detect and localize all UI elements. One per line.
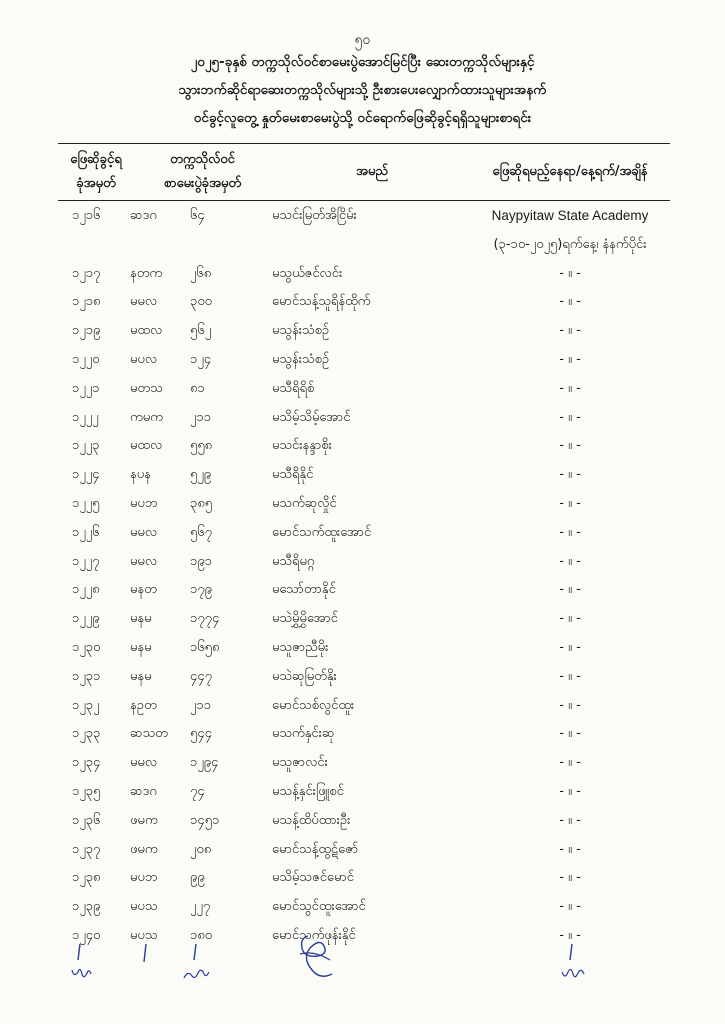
table-row xyxy=(0,317,725,346)
candidate-name: မသိမ့်သဇင်မောင် xyxy=(272,870,354,886)
exam-number: ၅၆၇ xyxy=(190,524,212,540)
candidate-name: မောင်သက်ထူးအောင် xyxy=(272,524,372,540)
candidate-name: မောင်သက်ဖုန်းနိုင် xyxy=(272,927,356,943)
seat-number: ၁၂၂၆ xyxy=(72,524,100,540)
table-row xyxy=(0,375,725,404)
table-row xyxy=(0,720,725,749)
venue-text: - ။ - xyxy=(559,409,581,425)
candidate-name: မောင်သန့်ထွဋ်ဇော် xyxy=(272,841,359,857)
exam-code: မနတ xyxy=(130,582,157,598)
document-title xyxy=(60,48,665,132)
exam-code: နဥတ xyxy=(130,697,157,713)
exam-code: ဆသတ xyxy=(130,726,168,742)
exam-number: ၇၄ xyxy=(190,783,205,799)
exam-number: ၅၆၂ xyxy=(190,323,212,339)
venue-text: - ။ - xyxy=(559,467,581,483)
exam-number: ၅၄၄ xyxy=(190,726,212,742)
exam-number: ၂၆၈ xyxy=(190,265,212,281)
candidate-name: မသင်းမြတ်အိငြိမ်း xyxy=(272,208,357,223)
exam-code: မမလ xyxy=(130,524,158,540)
signature-mark-4 xyxy=(286,940,346,990)
header-top-rule xyxy=(58,143,670,144)
exam-number: ၁၇၉ xyxy=(190,582,212,598)
exam-number: ၁၄၅၁ xyxy=(190,812,220,828)
venue-date: (၃-၁၀-၂၀၂၅)ရက်နေ့၊ နံနက်ပိုင်း xyxy=(493,236,647,252)
seat-number: ၁၂၃၈ xyxy=(72,870,101,886)
table-row xyxy=(0,202,725,231)
venue-text: - ။ - xyxy=(559,323,581,339)
table-row xyxy=(0,346,725,375)
exam-number: ၁၆၅၈ xyxy=(190,639,220,655)
exam-number: ၂၁၁ xyxy=(190,697,212,713)
venue-text: - ။ - xyxy=(559,553,581,569)
exam-code: ဖမက xyxy=(130,841,158,857)
candidate-name: မသက်နှင်းဆု xyxy=(272,726,335,742)
table-row xyxy=(0,836,725,865)
header-exam-no: တက္ကသိုလ်ဝင် စာမေးပွဲခုံအမှတ် xyxy=(163,152,242,191)
candidate-name: မသဲမွှိမွှိအောင် xyxy=(272,611,338,627)
exam-code: မပဘ xyxy=(130,495,158,511)
candidate-name: မသော်တာနိုင် xyxy=(272,582,336,598)
venue-text: - ။ - xyxy=(559,351,581,367)
table-row xyxy=(0,807,725,836)
candidate-name: မသွန်းသံစဉ် xyxy=(272,323,330,339)
signature-mark-3 xyxy=(178,940,218,990)
exam-code: မပသ xyxy=(130,927,158,943)
seat-number: ၁၂၃၉ xyxy=(72,899,101,915)
exam-code: နတက xyxy=(130,265,163,281)
seat-number: ၁၂၃၅ xyxy=(72,783,101,799)
exam-number: ၄၄၇ xyxy=(190,668,212,684)
seat-number: ၁၂၃၀ xyxy=(72,639,101,655)
exam-number: ၂၁၁ xyxy=(190,409,212,425)
seat-number: ၁၂၂၀ xyxy=(72,351,100,367)
exam-code: မနမ xyxy=(130,639,152,655)
exam-code: မပသ xyxy=(130,899,158,915)
venue-text: - ။ - xyxy=(559,438,581,454)
exam-code: ဆဒဂ xyxy=(130,208,157,223)
seat-number: ၁၂၂၄ xyxy=(72,467,100,483)
exam-number: ၆၄ xyxy=(190,208,205,223)
venue-text: - ။ - xyxy=(559,611,581,627)
exam-code: မမလ xyxy=(130,294,158,310)
header-seat-no: ဖြေဆိုခွင့်ရ ခုံအမှတ် xyxy=(70,152,122,191)
venue-text: - ။ - xyxy=(559,755,581,771)
row-container xyxy=(0,260,725,951)
seat-number: ၁၂၂၉ xyxy=(72,611,100,627)
venue-text: - ။ - xyxy=(559,582,581,598)
exam-code: ဖမက xyxy=(130,812,158,828)
venue-text: - ။ - xyxy=(559,726,581,742)
table-row xyxy=(0,519,725,548)
venue-text: - ။ - xyxy=(559,899,581,915)
candidate-list xyxy=(0,202,725,951)
table-row xyxy=(0,864,725,893)
seat-number: ၁၂၃၂ xyxy=(72,697,100,713)
candidate-name: မောင်သစ်လွင်ထူး xyxy=(272,697,355,713)
exam-number: ၅၅၈ xyxy=(190,438,213,454)
seat-number: ၁၂၁၈ xyxy=(72,294,101,310)
exam-code: မမလ xyxy=(130,755,158,771)
seat-number: ၁၂၂၇ xyxy=(72,553,100,569)
exam-code: မပလ xyxy=(130,351,158,367)
candidate-name: မသန့်ထိပ်ထားဦး xyxy=(272,812,351,828)
table-row xyxy=(0,663,725,692)
exam-number: ၉၉ xyxy=(190,870,205,886)
table-row xyxy=(0,922,725,951)
seat-number: ၁၂၁၆ xyxy=(72,208,101,223)
title-line-1: ၂၀၂၅-ခုနှစ် တက္ကသိုလ်ဝင်စာမေးပွဲအောင်မြင်ပြီး ဆေးတက္ကသိုလ်များနှင့် xyxy=(190,54,535,70)
candidate-name: မသီရိမဂ္ဂ xyxy=(272,553,315,569)
candidate-name: မသီရိနိုင် xyxy=(272,467,314,483)
page-number: ၅၀ xyxy=(354,32,371,48)
venue-text: - ။ - xyxy=(559,697,581,713)
exam-code: မတသ xyxy=(130,380,163,396)
seat-number: ၁၂၂၁ xyxy=(72,380,100,396)
seat-number: ၁၂၂၂ xyxy=(72,409,99,425)
signature-mark-1 xyxy=(68,940,108,990)
exam-number: ၁၉၁ xyxy=(190,553,212,569)
exam-number: ၂၂၇ xyxy=(190,899,211,915)
title-line-3: ဝင်ခွင့်လူတွေ့ နှုတ်မေးစာမေးပွဲသို့ ဝင်ရောက်ဖြေဆိုခွင့်ရရှိသူများစာရင်း xyxy=(193,110,532,126)
exam-code: ကမက xyxy=(130,409,163,425)
exam-number: ၃၈၅ xyxy=(190,495,213,511)
candidate-name: မသင်းနန္ဒာစိုး xyxy=(272,438,332,454)
seat-number: ၁၂၃၆ xyxy=(72,812,101,828)
venue-text: - ။ - xyxy=(559,524,581,540)
table-row xyxy=(0,778,725,807)
venue-text: - ။ - xyxy=(559,783,581,799)
table-row xyxy=(0,432,725,461)
table-row xyxy=(0,288,725,317)
exam-code: နပန xyxy=(130,467,151,483)
table-row xyxy=(0,605,725,634)
exam-number: ၁၈၀ xyxy=(190,927,213,943)
exam-number: ၁၂၄ xyxy=(190,351,212,367)
exam-code: မနမ xyxy=(130,611,152,627)
exam-code: မထလ xyxy=(130,323,163,339)
venue-text: - ။ - xyxy=(559,668,581,684)
candidate-name: မသွယ်ဇင်လင်း xyxy=(272,265,343,281)
header-name: အမည် xyxy=(356,164,388,179)
candidate-name: မသိမ့်သိမ့်အောင် xyxy=(272,409,351,425)
candidate-name: မသဲဆုမြတ်နိုး xyxy=(272,668,337,684)
venue-text: - ။ - xyxy=(559,870,581,886)
exam-number: ၃၀၀ xyxy=(190,294,212,310)
seat-number: ၁၂၂၃ xyxy=(72,438,100,454)
seat-number: ၁၂၃၇ xyxy=(72,841,101,857)
header-venue: ဖြေဆိုရမည့်နေရာ/နေ့ရက်/အချိန် xyxy=(492,164,648,179)
exam-number: ၁၂၉၄ xyxy=(190,755,219,771)
table-row xyxy=(0,634,725,663)
table-row xyxy=(0,692,725,721)
seat-number: ၁၂၃၄ xyxy=(72,755,101,771)
seat-number: ၁၂၂၈ xyxy=(72,582,100,598)
venue-text: - ။ - xyxy=(559,927,581,943)
venue-text: - ။ - xyxy=(559,265,581,281)
candidate-name: မသွန်းသံစဉ် xyxy=(272,351,330,367)
exam-number: ၁၇၇၄ xyxy=(190,611,220,627)
table-row xyxy=(0,260,725,289)
seat-number: ၁၂၄၀ xyxy=(72,927,101,943)
signature-mark-2 xyxy=(138,940,168,990)
table-row xyxy=(0,461,725,490)
venue-text: - ။ - xyxy=(559,380,581,396)
candidate-name: မသီရိရိစ် xyxy=(272,380,315,396)
exam-code: ဆဒဂ xyxy=(130,783,157,799)
candidate-name: မသက်ဆုလှိုင် xyxy=(272,495,337,511)
seat-number: ၁၂၁၉ xyxy=(72,323,101,339)
table-row xyxy=(0,893,725,922)
venue-text: - ။ - xyxy=(559,812,581,828)
table-row xyxy=(0,490,725,519)
candidate-name: မောင်သွင်ထူးအောင် xyxy=(272,899,366,915)
signature-mark-5 xyxy=(558,940,598,990)
exam-code: မထလ xyxy=(130,438,163,454)
candidate-name: မသူဇာလင်း xyxy=(272,755,328,771)
seat-number: ၁၂၃၁ xyxy=(72,668,101,684)
candidate-name: မသန့်နှင်းဖြူစင် xyxy=(272,783,344,799)
venue-text: Naypyitaw State Academy xyxy=(491,208,649,223)
exam-code: မမလ xyxy=(130,553,158,569)
exam-number: ၂၀၈ xyxy=(190,841,212,857)
exam-number: ၅၂၉ xyxy=(190,467,212,483)
venue-text: - ။ - xyxy=(559,639,581,655)
exam-code: မနမ xyxy=(130,668,152,684)
seat-number: ၁၂၃၃ xyxy=(72,726,101,742)
venue-text: - ။ - xyxy=(559,294,581,310)
exam-number: ၈၁ xyxy=(190,380,205,396)
seat-number: ၁၂၁၇ xyxy=(72,265,101,281)
title-line-2: သွားဘက်ဆိုင်ရာဆေးတက္ကသိုလ်များသို့ ဦးစားပေးလျှောက်ထားသူများအနက် xyxy=(178,82,547,98)
header-bottom-rule xyxy=(58,200,670,201)
seat-number: ၁၂၂၅ xyxy=(72,495,100,511)
exam-code: မပဘ xyxy=(130,870,158,886)
table-row xyxy=(0,404,725,433)
table-row xyxy=(0,749,725,778)
candidate-name: မောင်သန့်သူရိန်ထိုက် xyxy=(272,294,371,310)
table-row xyxy=(0,548,725,577)
venue-text: - ။ - xyxy=(559,841,581,857)
candidate-name: မသူဇာညီမိုး xyxy=(272,639,329,655)
table-row xyxy=(0,576,725,605)
venue-date-row xyxy=(0,231,725,260)
venue-text: - ။ - xyxy=(559,495,581,511)
